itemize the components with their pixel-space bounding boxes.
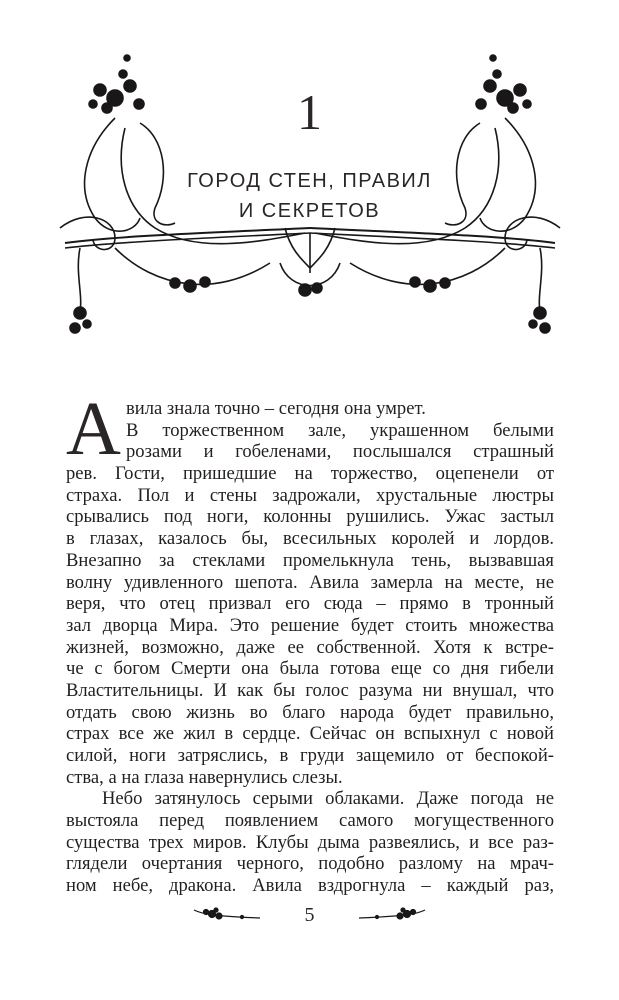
text-line: Небо затянулось серыми облаками. Даже погода не: [102, 788, 554, 810]
text-line: срывались под ноги, колонны рушились. Ужас застыл: [66, 506, 554, 528]
body-text: [66, 387, 554, 897]
text-line: розами и гобеленами, послышался страшный: [126, 441, 554, 463]
text-line: существа трех миров. Клубы дыма развеялись, и все раз-: [66, 831, 554, 853]
text-line: в глазах, казалось бы, всесильных королей и лордов.: [66, 528, 554, 550]
text-line: страха. Пол и стены задрожали, хрустальные люстры: [66, 484, 554, 506]
text-line: выстояла перед появлением самого могущественного: [66, 810, 554, 832]
text-line: страх все же жил в сердце. Сейчас он вспыхнул с новой: [66, 723, 554, 745]
text-line: силой, ноги затряслись, в груди защемило от беспокой-: [66, 745, 554, 766]
text-line: отдать свою жизнь во благо народа будет правильно,: [66, 701, 554, 723]
drop-cap: А: [66, 387, 121, 471]
text-line: зал дворца Мира. Это решение будет стоить множества: [66, 614, 554, 636]
text-line: че с богом Смерти она была готова еще со дня гибели: [66, 658, 554, 680]
page-footer: [0, 900, 619, 930]
text-line: ства, а на глаза навернулись слезы.: [66, 766, 343, 788]
text-line: волну удивленного шепота. Авила замерла на месте, не: [66, 571, 554, 593]
chapter-title-line-2: И СЕКРЕТОВ: [238, 200, 381, 222]
text-line: В торжественном зале, украшенном белыми: [126, 419, 554, 441]
chapter-title-line-1: ГОРОД СТЕН, ПРАВИЛ: [187, 170, 432, 192]
text-line: жизней, возможно, даже ее собственной. Хотя к встре-: [66, 636, 554, 658]
text-line: глядели очертания черного, подобно разлому на мрач-: [66, 853, 554, 875]
text-line: Внезапно за стеклами промелькнула тень, вызвавшая: [66, 549, 554, 571]
chapter-title: [0, 166, 619, 226]
chapter-number: 1: [297, 84, 322, 140]
text-line: веря, что отец призвал его сюда – прямо в тронный: [66, 593, 554, 615]
page-number: 5: [304, 904, 315, 926]
text-line: вила знала точно – сегодня она умрет.: [126, 398, 426, 419]
footer-flourish-right-icon: [357, 904, 427, 926]
garland-flowers: [70, 277, 550, 333]
text-line: ном небе, дракона. Авила вздрогнула – каждый раз,: [66, 875, 554, 897]
text-line: рев. Гости, пришедшие на торжество, оцепенели от: [66, 463, 554, 485]
text-line: Властительницы. И как бы голос разума ни внушал, что: [66, 679, 554, 701]
